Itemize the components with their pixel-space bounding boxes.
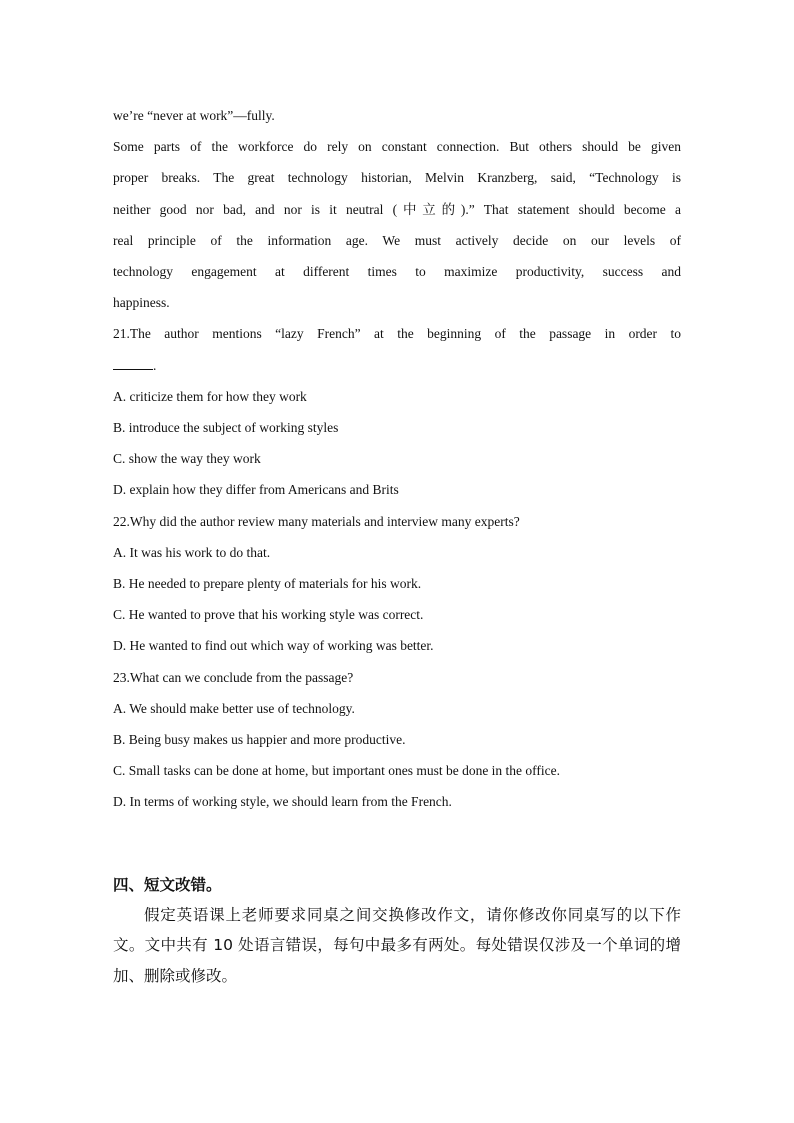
passage-line: real principle of the information age. We must actively decide on our levels of xyxy=(113,232,681,248)
document-page xyxy=(113,100,681,991)
question-22-stem: 22.Why did the author review many materials and interview many experts? xyxy=(113,513,520,529)
question-23-stem: 23.What can we conclude from the passage? xyxy=(113,669,354,685)
section-instructions: 假定英语课上老师要求同桌之间交换修改作文，请你修改你同桌写的以下作文。文中共有 10 处语言错误，每句中最多有两处。每处错误仅涉及一个单词的增加、删除或修改。 xyxy=(113,905,681,985)
question-22-option-b: B. He needed to prepare plenty of materials for his work. xyxy=(113,576,422,592)
passage-line: proper breaks. The great technology historian, Melvin Kranzberg, said, “Technology is xyxy=(113,170,681,186)
answer-blank xyxy=(113,355,153,370)
section-title: 四、短文改错。 xyxy=(113,875,222,894)
question-23-option-a: A. We should make better use of technology. xyxy=(113,700,355,716)
question-22-option-c: C. He wanted to prove that his working style was correct. xyxy=(113,607,424,623)
question-23-option-d: D. In terms of working style, we should learn from the French. xyxy=(113,794,452,810)
question-22-option-d: D. He wanted to find out which way of working was better. xyxy=(113,638,434,654)
section-error-correction xyxy=(113,870,681,992)
question-23-option-b: B. Being busy makes us happier and more productive. xyxy=(113,732,406,748)
blank-tail: . xyxy=(153,357,157,373)
question-21-stem: 21.The author mentions “lazy French” at the beginning of the passage in order to xyxy=(113,326,681,342)
question-21-option-d: D. explain how they differ from Americans and Brits xyxy=(113,482,399,498)
question-22-option-a: A. It was his work to do that. xyxy=(113,544,271,560)
passage-line: neither good nor bad, and nor is it neutral (中立的).” That statement should become a xyxy=(113,201,681,217)
question-21-option-a: A. criticize them for how they work xyxy=(113,388,307,404)
passage-line: technology engagement at different times to maximize productivity, success and xyxy=(113,264,681,280)
question-21-option-c: C. show the way they work xyxy=(113,451,261,467)
question-21-blank-line xyxy=(113,350,681,381)
passage-line: Some parts of the workforce do rely on constant connection. But others should be given xyxy=(113,139,681,155)
question-23-option-c: C. Small tasks can be done at home, but important ones must be done in the office. xyxy=(113,763,561,779)
question-21-option-b: B. introduce the subject of working styles xyxy=(113,420,339,436)
passage-line: we’re “never at work”—fully. xyxy=(113,108,275,123)
passage-line: happiness. xyxy=(113,295,170,311)
